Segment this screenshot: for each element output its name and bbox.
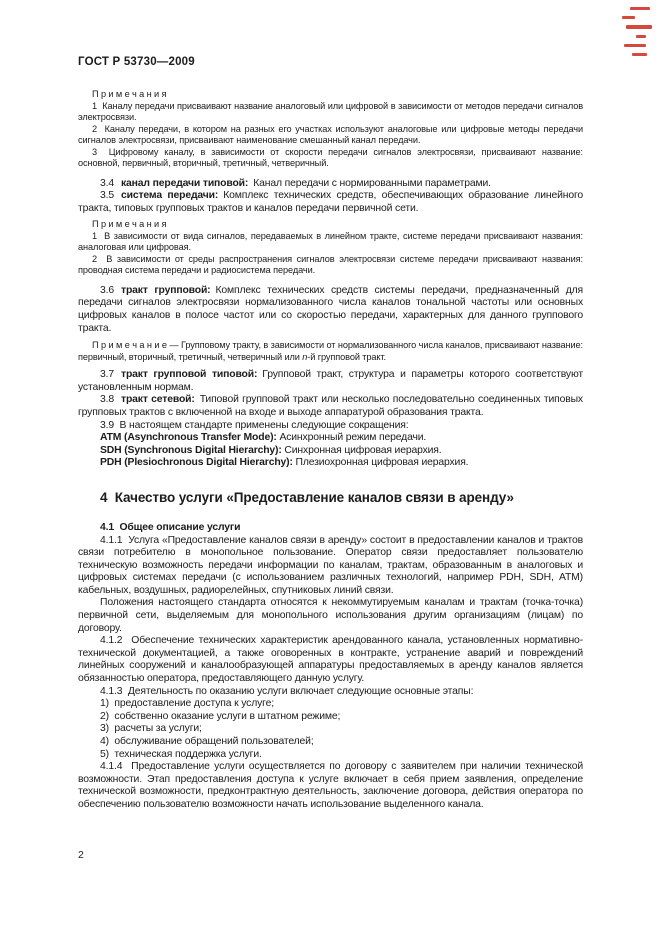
term-name: тракт сетевой: [121,394,195,406]
abbreviation-definition: Плезиохронная цифровая иерархия. [295,457,469,469]
paragraph-4-1-4: 4.1.4 Предоставление услуги осуществляется по договору с заявителем при наличии технической возможности. Этап предоставления доступа к услуге включает в себя прием заявления, определение технической возможности, предконтрактную деятельность, заключение договора, действия оператора по обеспечению пользователю возможности начать использование выделенного канала. [78,761,583,810]
term-paragraph-3-4 [78,178,583,191]
paragraph-4-1-1-cont: Положения настоящего стандарта относятся к некоммутируемым каналам и трактам (точка-точка) первичной сети, выделяемым для монопольного использования другим организациям (лицам) по договору. [78,597,583,634]
term-definition: Комплекс технических средств, обеспечивающих образование линейного тракта, типовых групповых трактов и каналов передачи первичной сети. [78,190,583,214]
note-single [78,340,583,363]
red-mark [626,25,652,29]
stage-list-item: 3) расчеты за услуги; [100,723,202,735]
doc-code-header: ГОСТ Р 53730—2009 [78,56,195,68]
stage-list-item: 1) предоставление доступа к услуге; [100,698,274,710]
page-number: 2 [78,849,84,861]
abbreviation-lead: PDH (Plesiochronous Digital Hierarchy): [100,457,293,469]
term-paragraph-3-5 [78,190,583,215]
abbreviation-item [78,432,583,445]
content-area [78,56,583,812]
abbreviation-item [78,445,583,458]
abbreviation-lead: ATM (Asynchronous Transfer Mode): [100,432,277,444]
abbreviation-definition: Синхронная цифровая иерархия. [284,444,442,456]
section-4-1-subheading: 4.1 Общее описание услуги [100,521,241,533]
term-definition: Типовой групповой тракт или несколько последовательно соединенных типовых групповых трактов с включенной на входе и выходе аппаратурой образования тракта. [78,394,583,418]
stage-list-item: 2) собственно оказание услуги в штатном режиме; [100,710,341,722]
abbreviation-lead: SDH (Synchronous Digital Hierarchy): [100,444,282,456]
abbreviation-item [78,457,583,470]
note-label: П р и м е ч а н и е — [92,340,179,351]
clause-3-9: 3.9 В настоящем стандарте применены следующие сокращения: [100,419,409,431]
notes-title: П р и м е ч а н и я [92,89,167,99]
term-definition: Комплекс технических средств системы передачи, предназначенный для передачи сигналов электросвязи нормализованного числа каналов тональной частоты или основных цифровых каналов в полосе частот или со скоростью передачи, характерных для данного группового тракта. [78,284,584,334]
term-name: система передачи: [121,190,219,202]
term-paragraph-3-8 [78,394,583,419]
note-item: 1 В зависимости от вида сигналов, передаваемых в линейном тракте, системе передачи присваивают названия: аналоговая или цифровая. [78,230,583,253]
stage-list-item: 5) техническая поддержка услуги. [100,748,262,760]
red-mark [636,35,646,38]
section-4-heading: 4 Качество услуги «Предоставление каналов связи в аренду» [100,489,514,505]
notes-block-1 [78,89,583,170]
paragraph-4-1-1: 4.1.1 Услуга «Предоставление каналов связи в аренду» состоит в предоставлении каналов и трактов связи потребителю в монопольное пользование. Оператор связи предоставляет пользователю техническую возможность передачи информации по каналам, трактам, образованным в аналоговых и цифровых системах передачи (с использованием различных технологий, например PDH, SDH, ATM) кабельных, воздушных, радиорелейных, спутниковых линий связи. [78,534,583,596]
abbreviation-definition: Асинхронный режим передачи. [279,432,427,444]
note-item: 2 В зависимости от среды распространения сигналов электросвязи системе передачи присваивают названия: проводная система передачи и радиосистема передачи. [78,253,583,276]
note-variable: n [302,351,308,362]
red-mark [624,44,646,47]
paragraph-4-1-2: 4.1.2 Обеспечение технических характеристик арендованного канала, установленных нормативно-технической документацией, а также оговоренных в контракте, устранение аварий и повреждений линейных сооружений и каналообразующей аппаратуры предоставляемых в аренду каналов является обязанностью оператора, предоставляющего данную услугу. [78,635,583,685]
notes-block-2 [78,219,583,277]
clause-number: 3.4 [100,177,114,189]
clause-number: 3.5 [100,190,114,202]
clause-number: 3.7 [100,369,114,381]
term-definition: Групповой тракт, структура и параметры которого соответствуют установленным нормам. [78,369,583,393]
stage-list-item: 4) обслуживание обращений пользователей; [100,736,314,747]
term-name: тракт групповой типовой: [121,369,258,381]
note-item: 1 Каналу передачи присваивают название аналоговый или цифровой в зависимости от методов передачи сигналов электросвязи. [78,100,583,122]
term-paragraph-3-6 [78,285,583,335]
red-mark [622,16,635,19]
term-name: канал передачи типовой: [121,177,249,189]
clause-number: 3.8 [100,394,114,406]
note-text: Групповому тракту, в зависимости от нормализованного числа каналов, присваивают название: первичный, вторичный, третичный, четверичный или [78,340,583,362]
paragraph-4-1-3: 4.1.3 Деятельность по оказанию услуги включает следующие основные этапы: [100,685,474,697]
notes-title: П р и м е ч а н и я [92,219,167,230]
red-mark [630,7,650,10]
term-definition: Канал передачи с нормированными параметрами. [253,177,491,189]
term-name: тракт групповой: [121,284,211,296]
note-item: 3 Цифровому каналу, в зависимости от скорости передачи сигналов электросвязи, присваивают название: основной, первичный, вторичный, третичный, четверичный. [78,146,583,168]
note-item: 2 Каналу передачи, в котором на разных его участках используют аналоговые или цифровые методы передачи сигналов электросвязи, присваивают наименование смешанный канал передачи. [78,123,583,145]
clause-number: 3.6 [100,284,114,296]
note-text: -й групповой тракт. [307,351,386,362]
red-mark [632,53,647,56]
red-pen-marks-icon [620,7,656,56]
term-paragraph-3-7 [78,369,583,394]
